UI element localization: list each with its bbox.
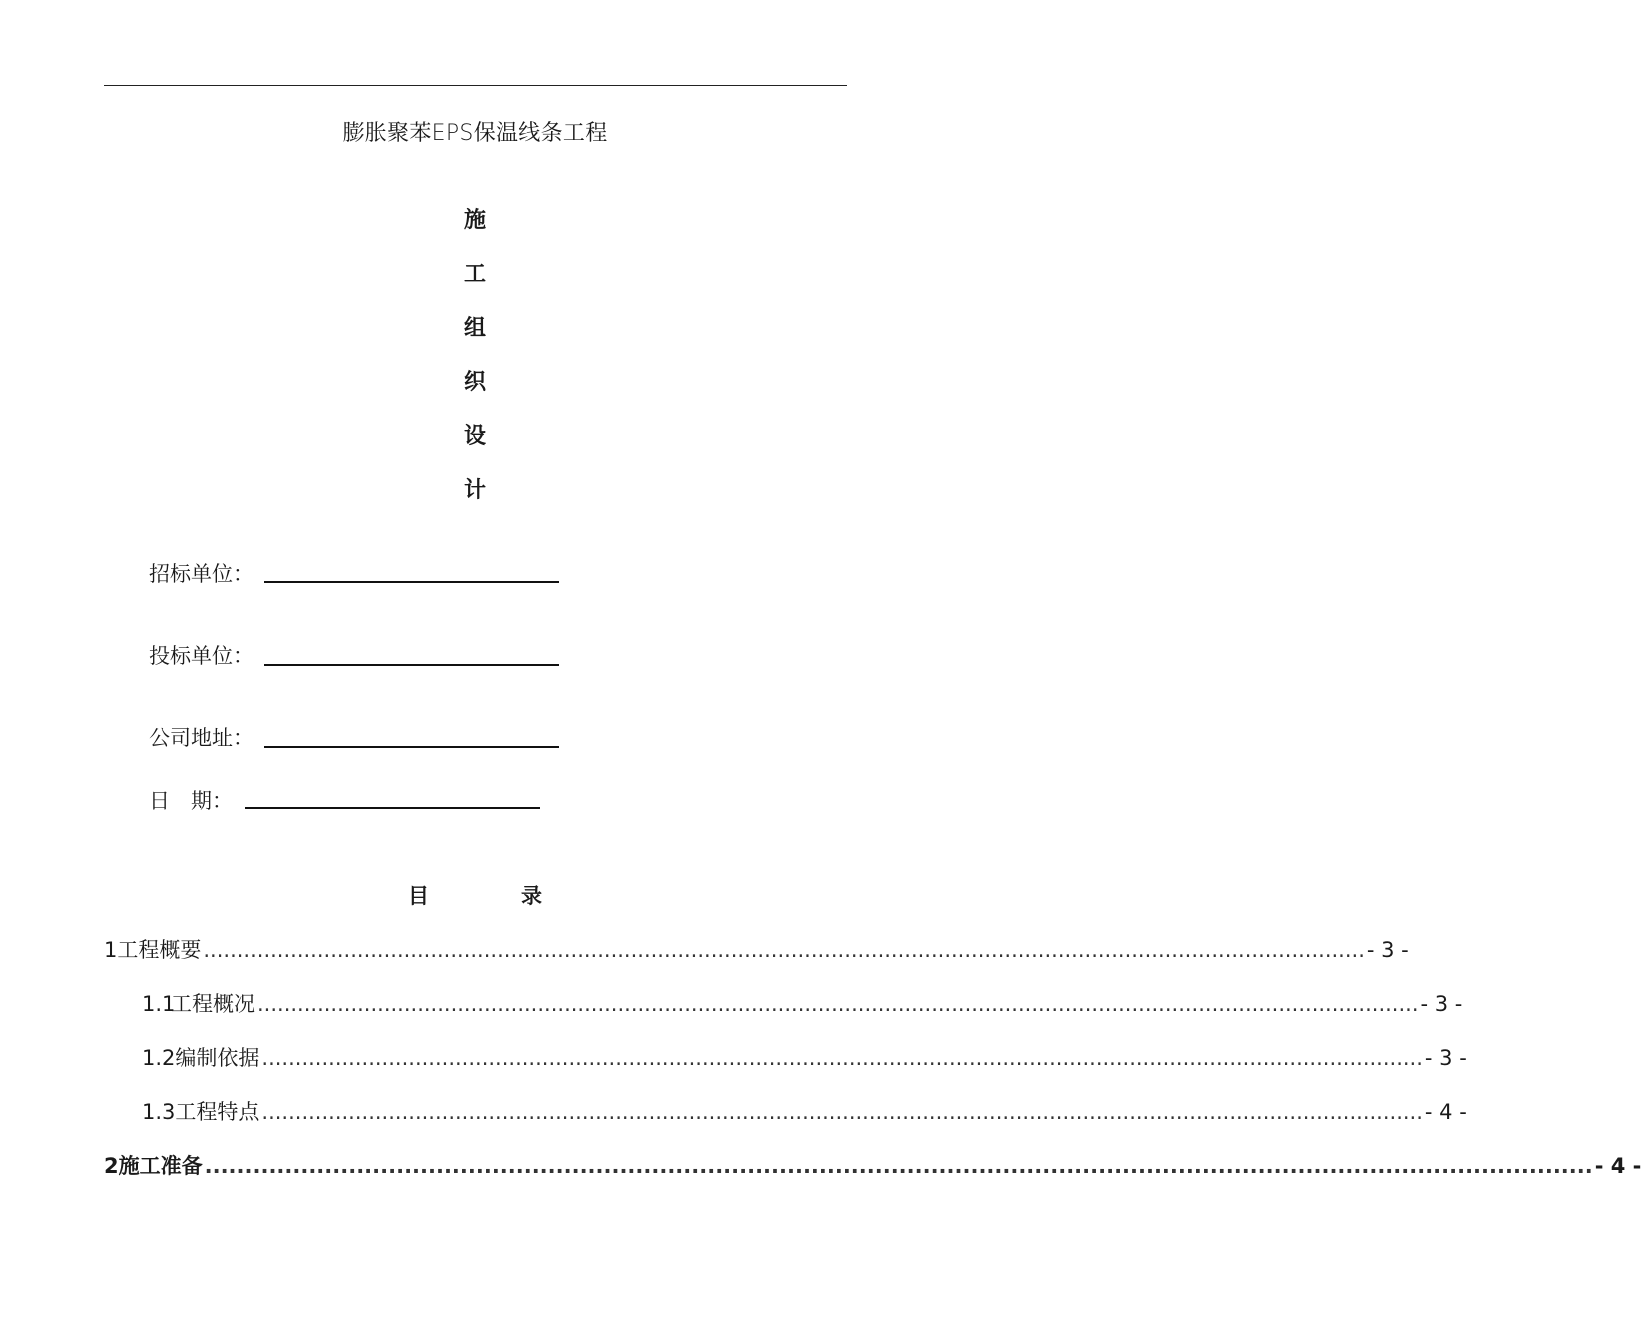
toc-entry-page: - 4 - bbox=[1424, 1100, 1467, 1124]
toc-entry-number: 1 bbox=[104, 938, 118, 962]
tender-unit-field bbox=[149, 558, 254, 588]
toc-heading-right: 录 bbox=[521, 884, 542, 908]
toc-entry-number: 1.2 bbox=[142, 1046, 176, 1070]
vertical-title-char-1: 施 bbox=[463, 208, 486, 233]
date-line bbox=[245, 807, 540, 809]
vertical-title-char-3: 组 bbox=[463, 316, 486, 341]
vertical-title-char-5: 设 bbox=[463, 424, 486, 449]
toc-entry-2[interactable] bbox=[104, 1150, 1641, 1180]
toc-leader-dots: .............................................................................................................................................................................. bbox=[257, 992, 1419, 1016]
toc-entry-number: 1.3 bbox=[142, 1100, 176, 1124]
toc-entry-page: - 3 - bbox=[1366, 938, 1409, 962]
header-rule bbox=[104, 85, 847, 86]
toc-entry-1-3[interactable] bbox=[142, 1096, 1467, 1126]
toc-entry-1-1[interactable] bbox=[142, 988, 1463, 1018]
company-address-field bbox=[149, 722, 254, 752]
toc-entry-label: 工程概况 bbox=[171, 992, 255, 1016]
toc-entry-1-2[interactable] bbox=[142, 1042, 1467, 1072]
company-address-line bbox=[264, 746, 559, 748]
document-title: 膨胀聚苯EPS保温线条工程 bbox=[342, 121, 608, 146]
date-label: 日 期： bbox=[149, 789, 233, 813]
toc-entry-label: 施工准备 bbox=[118, 1154, 203, 1178]
toc-heading-left: 目 bbox=[408, 884, 429, 908]
vertical-title-char-2: 工 bbox=[463, 262, 486, 287]
toc-leader-dots: .............................................................................................................................................................................. bbox=[204, 1154, 1593, 1178]
vertical-title-char-6: 计 bbox=[463, 478, 486, 503]
toc-entry-page: - 4 - bbox=[1594, 1154, 1641, 1178]
toc-entry-page: - 3 - bbox=[1420, 992, 1463, 1016]
toc-leader-dots: .............................................................................................................................................................................. bbox=[261, 1046, 1423, 1070]
toc-entry-label: 编制依据 bbox=[175, 1046, 260, 1070]
bidder-unit-line bbox=[264, 664, 559, 666]
date-field bbox=[149, 785, 233, 815]
toc-entry-number: 1.1 bbox=[142, 992, 176, 1016]
toc-entry-number: 2 bbox=[104, 1154, 119, 1178]
tender-unit-line bbox=[264, 581, 559, 583]
vertical-title-char-4: 织 bbox=[463, 370, 486, 395]
company-address-label: 公司地址： bbox=[149, 726, 254, 750]
toc-leader-dots: .............................................................................................................................................................................. bbox=[261, 1100, 1423, 1124]
bidder-unit-field bbox=[149, 640, 254, 670]
toc-entry-page: - 3 - bbox=[1424, 1046, 1467, 1070]
toc-leader-dots: .............................................................................................................................................................................. bbox=[203, 938, 1365, 962]
tender-unit-label: 招标单位： bbox=[149, 562, 254, 586]
toc-entry-label: 工程概要 bbox=[117, 938, 202, 962]
toc-entry-label: 工程特点 bbox=[175, 1100, 260, 1124]
bidder-unit-label: 投标单位： bbox=[149, 644, 254, 668]
toc-entry-1[interactable] bbox=[104, 934, 1409, 964]
